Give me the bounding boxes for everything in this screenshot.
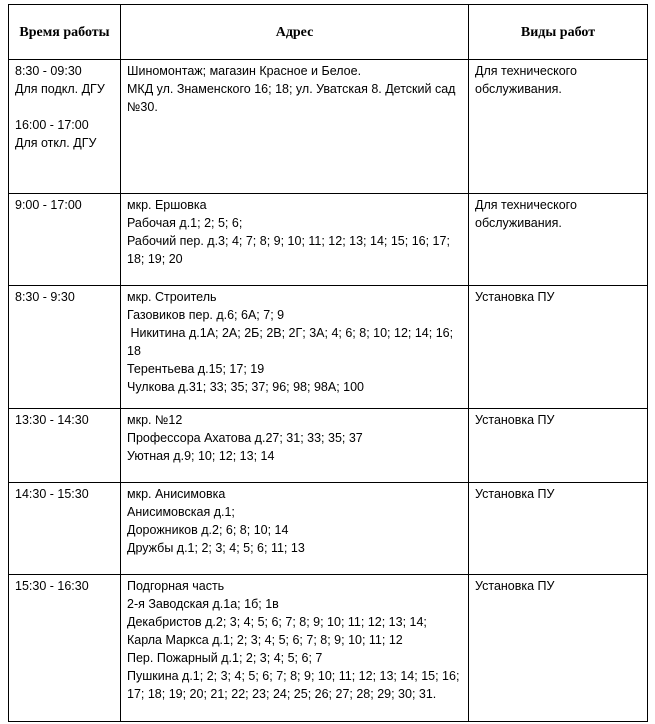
address-line: Уютная д.9; 10; 12; 13; 14	[127, 449, 275, 463]
address-line: Рабочий пер. д.3; 4; 7; 8; 9; 10; 11; 12; 13; 14; 15; 16; 17; 18; 19; 20	[127, 234, 454, 266]
address-cell	[121, 409, 469, 483]
work-cell	[469, 60, 648, 194]
address-line: Никитина д.1А; 2А; 2Б; 2В; 2Г; 3А; 4; 6; 8; 10; 12; 14; 16; 18	[127, 326, 457, 358]
table-row	[9, 286, 648, 409]
header-address: Адрес	[121, 5, 469, 60]
address-line: Дружбы д.1; 2; 3; 4; 5; 6; 11; 13	[127, 541, 305, 555]
address-line: мкр. №12	[127, 413, 183, 427]
work-type: Установка ПУ	[475, 413, 555, 427]
work-type: Установка ПУ	[475, 487, 555, 501]
time-cell	[9, 60, 121, 194]
address-line: Декабристов д.2; 3; 4; 5; 6; 7; 8; 9; 10; 11; 12; 13; 14;	[127, 615, 427, 629]
address-line: Карла Маркса д.1; 2; 3; 4; 5; 6; 7; 8; 9; 10; 11; 12	[127, 633, 403, 647]
time-cell	[9, 286, 121, 409]
work-cell	[469, 286, 648, 409]
work-type: Установка ПУ	[475, 579, 555, 593]
address-line: мкр. Анисимовка	[127, 487, 226, 501]
address-line: Анисимовская д.1;	[127, 505, 235, 519]
time-note: Для откл. ДГУ	[15, 136, 97, 150]
time-cell	[9, 575, 121, 722]
time-text: 14:30 - 15:30	[15, 487, 89, 501]
address-cell	[121, 483, 469, 575]
time-text: 9:00 - 17:00	[15, 198, 82, 212]
table-row	[9, 194, 648, 286]
address-cell	[121, 575, 469, 722]
work-cell	[469, 194, 648, 286]
address-line: Газовиков пер. д.6; 6А; 7; 9	[127, 308, 285, 322]
address-line: Терентьева д.15; 17; 19	[127, 362, 265, 376]
address-line: Шиномонтаж; магазин Красное и Белое.	[127, 64, 362, 78]
work-type: Установка ПУ	[475, 290, 555, 304]
work-type: Для технического обслуживания.	[475, 64, 581, 96]
work-cell	[469, 409, 648, 483]
work-schedule-table	[8, 4, 648, 722]
work-type: Для технического обслуживания.	[475, 198, 581, 230]
address-cell	[121, 286, 469, 409]
address-line: мкр. Ершовка	[127, 198, 207, 212]
table-header-row	[9, 5, 648, 60]
address-line: 2-я Заводская д.1а; 1б; 1в	[127, 597, 279, 611]
header-time: Время работы	[9, 5, 121, 60]
address-line: МКД ул. Знаменского 16; 18; ул. Уватская 8. Детский сад №30.	[127, 82, 459, 114]
address-line: Пушкина д.1; 2; 3; 4; 5; 6; 7; 8; 9; 10; 11; 12; 13; 14; 15; 16; 17; 18; 19; 20; 21; 22; 23; 24; 25; 26; 27; 28; 29; 30; 31.	[127, 669, 463, 701]
time-text: 8:30 - 9:30	[15, 290, 75, 304]
time-text: 13:30 - 14:30	[15, 413, 89, 427]
address-line: Подгорная часть	[127, 579, 225, 593]
address-line: Рабочая д.1; 2; 5; 6;	[127, 216, 243, 230]
time-note: Для подкл. ДГУ	[15, 82, 105, 96]
address-line: Чулкова д.31; 33; 35; 37; 96; 98; 98А; 100	[127, 380, 364, 394]
table-row	[9, 60, 648, 194]
table-row	[9, 575, 648, 722]
time-text: 16:00 - 17:00	[15, 118, 89, 132]
table-row	[9, 483, 648, 575]
time-cell	[9, 194, 121, 286]
time-cell	[9, 409, 121, 483]
address-line: Дорожников д.2; 6; 8; 10; 14	[127, 523, 289, 537]
address-line: Профессора Ахатова д.27; 31; 33; 35; 37	[127, 431, 363, 445]
address-cell	[121, 60, 469, 194]
time-cell	[9, 483, 121, 575]
work-cell	[469, 483, 648, 575]
time-text: 15:30 - 16:30	[15, 579, 89, 593]
time-text: 8:30 - 09:30	[15, 64, 82, 78]
work-cell	[469, 575, 648, 722]
table-row	[9, 409, 648, 483]
address-line: мкр. Строитель	[127, 290, 217, 304]
spacer	[15, 98, 114, 116]
header-work: Виды работ	[469, 5, 648, 60]
address-line: Пер. Пожарный д.1; 2; 3; 4; 5; 6; 7	[127, 651, 323, 665]
address-cell	[121, 194, 469, 286]
